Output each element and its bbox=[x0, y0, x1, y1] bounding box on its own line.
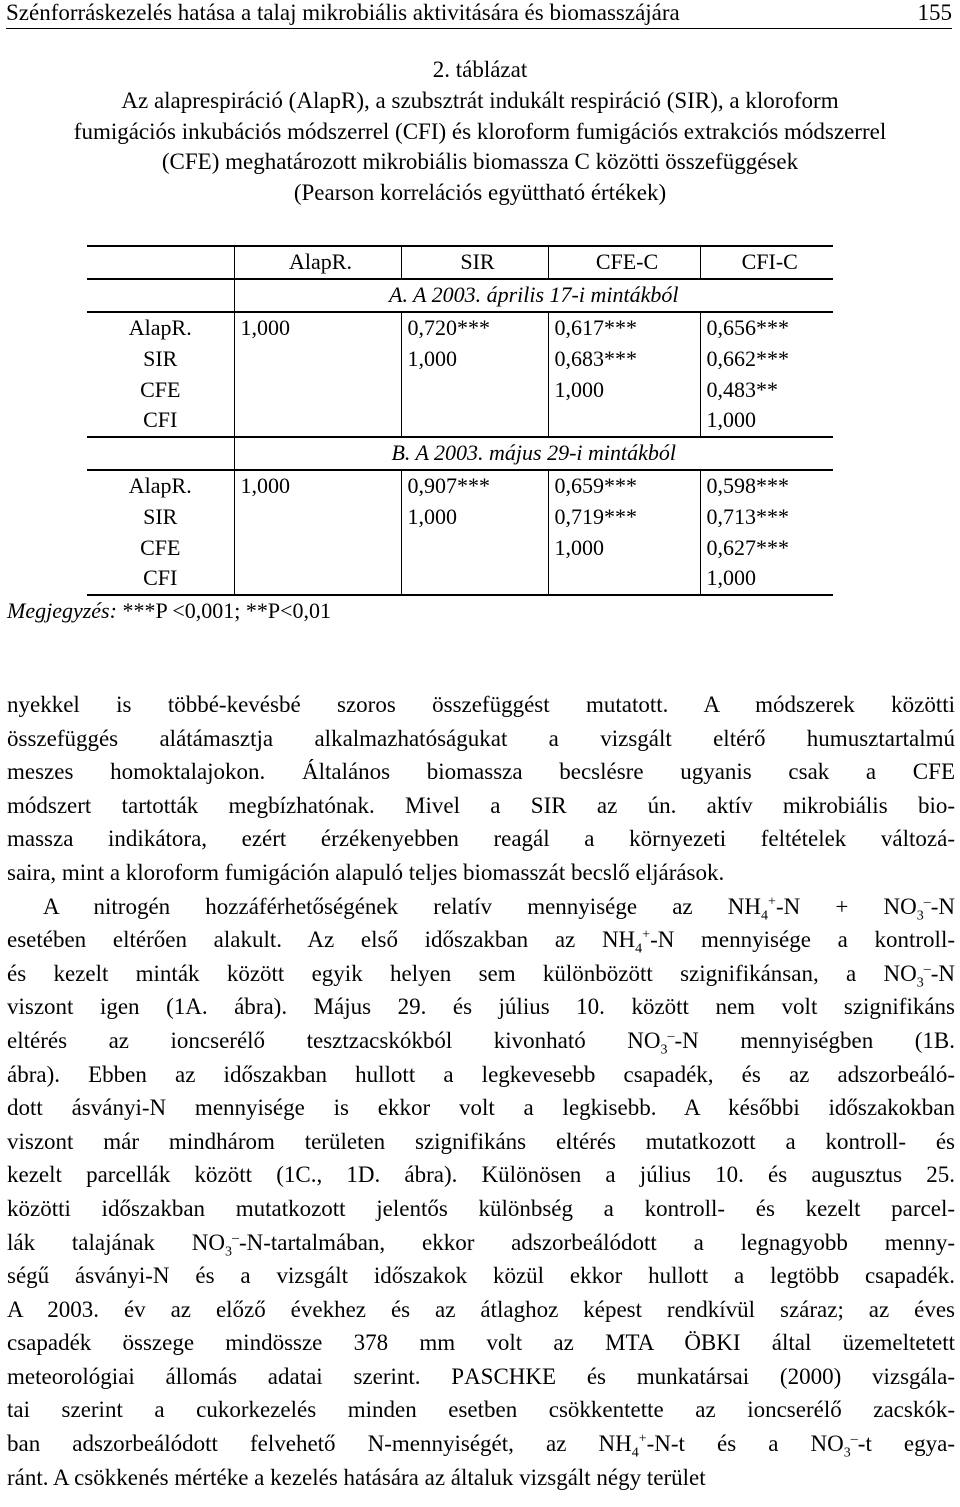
text-line: lák talajának $NO_3^--N$-tartalmában, ekkor adszorbeálódott a legnagyobb menny- bbox=[7, 1229, 955, 1260]
table-note bbox=[7, 595, 753, 627]
table-cell: 0,662*** bbox=[700, 343, 833, 374]
table-cell: 0,713*** bbox=[700, 501, 833, 532]
table-caption bbox=[0, 55, 960, 209]
table-cell: 1,000 bbox=[401, 501, 548, 532]
correlation-table bbox=[7, 245, 833, 627]
table-cell: 0,598*** bbox=[700, 470, 833, 502]
text-line: meszes homoktalajokon. Általános biomassza becslésre ugyanis csak a CFE bbox=[7, 759, 955, 785]
table-row bbox=[87, 312, 833, 344]
row-label: SIR bbox=[143, 345, 178, 371]
column-header: AlapR. bbox=[234, 246, 401, 279]
section-title-row bbox=[87, 279, 833, 312]
caption-line: (CFE) meghatározott mikrobiális biomassza C közötti összefüggések bbox=[161, 149, 799, 175]
note-label: Megjegyzés: bbox=[7, 598, 117, 624]
table-cell: 0,627*** bbox=[700, 532, 833, 563]
text-line: ránt. A csökkenés mértéke a kezelés hatására az általuk vizsgált négy terület bbox=[7, 1464, 706, 1490]
text-line: saira, mint a kloroform fumigáción alapuló teljes biomasszát becslő eljárások. bbox=[7, 859, 725, 885]
table-cell bbox=[234, 374, 401, 405]
section-title: B. A 2003. május 29-i mintákból bbox=[234, 437, 833, 470]
text-line: eltérés az ioncserélő tesztzacskókból kivonható $NO_3^--N$ mennyiségben (1B. bbox=[7, 1027, 955, 1058]
author-name-smallcaps: ASCHKE bbox=[464, 1363, 557, 1389]
table-cell bbox=[234, 405, 401, 437]
row-label: AlapR. bbox=[87, 470, 234, 502]
caption-line: fumigációs inkubációs módszerrel (CFI) és kloroform fumigációs extrakciós módszerrel bbox=[73, 118, 887, 144]
table-row bbox=[87, 470, 833, 502]
paragraph bbox=[7, 890, 955, 1495]
row-label: CFI bbox=[143, 407, 178, 433]
section-title-row bbox=[87, 437, 833, 470]
table-cell: 0,683*** bbox=[548, 343, 700, 374]
text-line: A nitrogén hozzáférhetőségének relatív mennyisége az $NH_4^+-N + NO_3^--N$ bbox=[43, 893, 955, 924]
table-note-row bbox=[87, 595, 833, 627]
table-cell bbox=[401, 405, 548, 437]
row-label: AlapR. bbox=[87, 312, 234, 344]
table-cell: 1,000 bbox=[548, 532, 700, 563]
text-line: összefüggés alátámasztja alkalmazhatóságukat a vizsgált eltérő humusztartalmú bbox=[7, 725, 955, 751]
table-cell: 0,719*** bbox=[548, 501, 700, 532]
table-row bbox=[87, 374, 833, 405]
row-label: CFE bbox=[140, 534, 181, 560]
section-title: A. A 2003. április 17-i mintákból bbox=[234, 279, 833, 312]
text-line: csapadék összege mindössze 378 mm volt az MTA ÖBKI által üzemeltetett bbox=[7, 1330, 955, 1356]
text-line: esetében eltérően alakult. Az első időszakban az $NH_4^+-N$ mennyisége a kontroll- bbox=[7, 927, 955, 957]
table-cell bbox=[234, 343, 401, 374]
table-header-row bbox=[87, 246, 833, 279]
column-header: CFI-C bbox=[700, 246, 833, 279]
header-corner bbox=[87, 246, 234, 279]
text-line: és kezelt minták között egyik helyen sem különbözött szignifikánsan, a $NO_3^--N$ bbox=[7, 960, 955, 991]
running-head-title: Szénforráskezelés hatása a talaj mikrobiális aktivitására és biomasszájára bbox=[6, 0, 680, 25]
column-header: SIR bbox=[401, 246, 548, 279]
text-line: massza indikátora, ezért érzékenyebben reagál a környezeti feltételek változá- bbox=[7, 826, 955, 852]
table-cell: 0,483** bbox=[700, 374, 833, 405]
text-line: nyekkel is többé-kevésbé szoros összefüggést mutatott. A módszerek közötti bbox=[7, 692, 955, 717]
table-cell bbox=[234, 563, 401, 595]
table-cell bbox=[401, 532, 548, 563]
table-cell bbox=[548, 405, 700, 437]
row-label: CFI bbox=[87, 563, 234, 595]
text-line: dott ásványi-N mennyisége is ekkor volt a legkisebb. A későbbi időszakokban bbox=[7, 1095, 955, 1121]
table-row bbox=[87, 563, 833, 595]
table-cell: 0,659*** bbox=[548, 470, 700, 502]
table-cell: 1,000 bbox=[401, 343, 548, 374]
table-row bbox=[87, 343, 833, 374]
text-line: kezelt parcellák között (1C., 1D. ábra). Különösen a július 10. és augusztus 25. bbox=[7, 1162, 955, 1188]
text-line: A 2003. év az előző évekhez és az átlaghoz képest rendkívül száraz; az éves bbox=[7, 1296, 955, 1322]
table-row bbox=[87, 405, 833, 437]
body-text bbox=[7, 688, 955, 1494]
table-cell: 1,000 bbox=[700, 563, 833, 595]
table-cell: 0,720*** bbox=[401, 312, 548, 344]
text-line: viszont igen (1A. ábra). Május 29. és július 10. között nem volt szignifikáns bbox=[7, 994, 955, 1020]
column-header: CFE-C bbox=[548, 246, 700, 279]
text-line: ségű ásványi-N és a vizsgált időszakok közül ekkor hullott a legtöbb csapadék. bbox=[7, 1263, 955, 1289]
table-cell: 1,000 bbox=[234, 312, 401, 344]
table-cell bbox=[234, 532, 401, 563]
table-row bbox=[87, 501, 833, 532]
text-line: közötti időszakban mutatkozott jelentős különbség a kontroll- és kezelt parcel- bbox=[7, 1195, 955, 1221]
paragraph bbox=[7, 688, 955, 890]
text-line: ábra). Ebben az időszakban hullott a legkevesebb csapadék, és az adszorbeáló- bbox=[7, 1061, 955, 1087]
row-label: CFE bbox=[140, 376, 181, 402]
table-cell: 1,000 bbox=[700, 405, 833, 437]
table-cell bbox=[401, 563, 548, 595]
text-line: ban adszorbeálódott felvehető N-mennyiségét, az $NH_4^+-N-t$ és a $NO_3^--t$ egya- bbox=[7, 1431, 955, 1461]
table-cell: 1,000 bbox=[548, 374, 700, 405]
caption-line: (Pearson korrelációs együttható értékek) bbox=[293, 180, 667, 206]
table-cell bbox=[548, 563, 700, 595]
table-cell bbox=[401, 374, 548, 405]
table-cell bbox=[234, 501, 401, 532]
table-cell: 0,617*** bbox=[548, 312, 700, 344]
text-line: módszert tartották megbízhatónak. Mivel a SIR az ún. aktív mikrobiális bio- bbox=[7, 792, 955, 818]
table-cell: 0,907*** bbox=[401, 470, 548, 502]
running-head bbox=[6, 0, 952, 29]
text-line: meteorológiai állomás adatai szerint. PASCHKE és munkatársai (2000) vizsgála- bbox=[7, 1363, 956, 1389]
row-label: SIR bbox=[143, 503, 178, 529]
table-cell: 1,000 bbox=[234, 470, 401, 502]
table-label: 2. táblázat bbox=[432, 57, 528, 82]
caption-line: Az alaprespiráció (AlapR), a szubsztrát indukált respiráció (SIR), a kloroform bbox=[121, 87, 839, 113]
text-line: viszont már mindhárom területen szignifikáns eltérés mutatkozott a kontroll- és bbox=[7, 1128, 955, 1154]
page-number: 155 bbox=[917, 0, 952, 25]
note-text: ***P <0,001; **P<0,01 bbox=[116, 598, 332, 624]
text-line: tai szerint a cukorkezelés minden esetben csökkentette az ioncserélő zacskók- bbox=[7, 1397, 955, 1423]
table-row bbox=[87, 532, 833, 563]
table-cell: 0,656*** bbox=[700, 312, 833, 344]
